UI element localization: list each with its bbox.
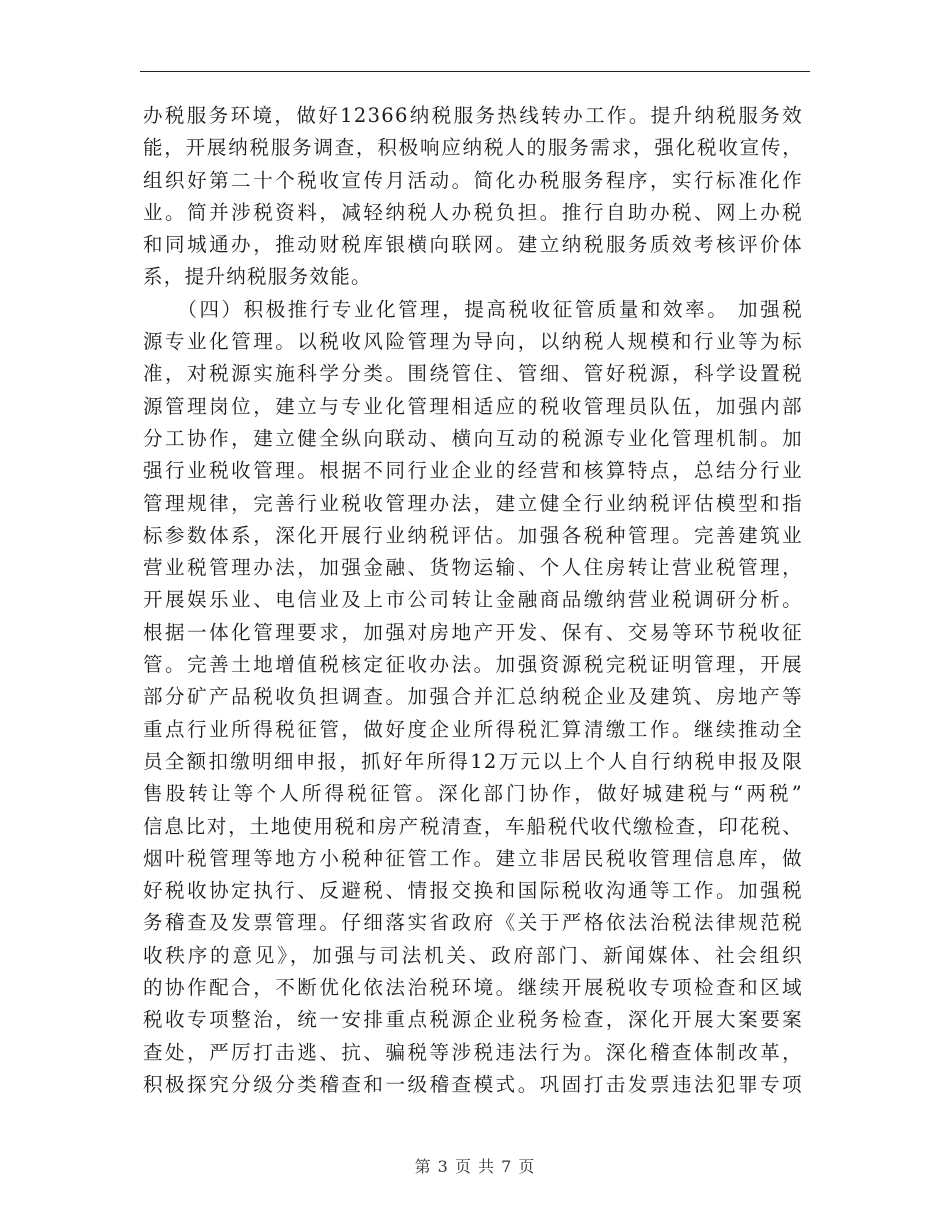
text-line: 务稽查及发票管理。仔细落实省政府《关于严格依法治税法律规范税 xyxy=(143,911,803,935)
text-line: 部分矿产品税收负担调查。加强合并汇总纳税企业及建筑、房地产等 xyxy=(143,685,803,709)
text-line: 售股转让等个人所得税征管。深化部门协作，做好城建税与“两税” xyxy=(143,782,803,806)
text-line: 查处，严厉打击逃、抗、骗税等涉税违法行为。深化稽查体制改革， xyxy=(143,1040,803,1064)
text-line: 业。简并涉税资料，减轻纳税人办税负担。推行自助办税、网上办税 xyxy=(143,200,803,224)
text-line: 信息比对，土地使用税和房产税清查，车船税代收代缴检查，印花税、 xyxy=(143,814,803,838)
page-number-label: 第 3 页 共 7 页 xyxy=(414,1157,536,1176)
text-line: 收秩序的意见》，加强与司法机关、政府部门、新闻媒体、社会组织 xyxy=(143,943,803,967)
text-line: 系，提升纳税服务效能。 xyxy=(143,265,372,289)
text-line: 组织好第二十个税收宣传月活动。简化办税服务程序，实行标准化作 xyxy=(143,168,803,192)
text-line: 员全额扣缴明细申报，抓好年所得12万元以上个人自行纳税申报及限 xyxy=(143,749,803,773)
section-heading-line: （四）积极推行专业化管理，提高税收征管质量和效率。 加强税 xyxy=(143,297,803,321)
text-line: 准，对税源实施科学分类。围绕管住、管细、管好税源，科学设置税 xyxy=(143,362,803,386)
text-line: 标参数体系，深化开展行业纳税评估。加强各税种管理。完善建筑业 xyxy=(143,523,803,547)
text-line: 分工协作，建立健全纵向联动、横向互动的税源专业化管理机制。加 xyxy=(143,426,803,450)
text-line: 税收专项整治，统一安排重点税源企业税务检查，深化开展大案要案 xyxy=(143,1008,803,1032)
text-line: 源专业化管理。以税收风险管理为导向，以纳税人规模和行业等为标 xyxy=(143,330,803,354)
text-line: 管理规律，完善行业税收管理办法，建立健全行业纳税评估模型和指 xyxy=(143,491,803,515)
text-line: 和同城通办，推动财税库银横向联网。建立纳税服务质效考核评价体 xyxy=(143,233,803,257)
text-line: 管。完善土地增值税核定征收办法。加强资源税完税证明管理，开展 xyxy=(143,653,803,677)
text-line: 营业税管理办法，加强金融、货物运输、个人住房转让营业税管理， xyxy=(143,556,803,580)
text-line: 根据一体化管理要求，加强对房地产开发、保有、交易等环节税收征 xyxy=(143,620,803,644)
page-footer xyxy=(0,1154,950,1177)
text-line: 开展娱乐业、电信业及上市公司转让金融商品缴纳营业税调研分析。 xyxy=(143,588,803,612)
text-line: 能，开展纳税服务调查，积极响应纳税人的服务需求，强化税收宣传， xyxy=(143,136,803,160)
text-line: 的协作配合，不断优化依法治税环境。继续开展税收专项检查和区域 xyxy=(143,976,803,1000)
text-line: 积极探究分级分类稽查和一级稽查模式。巩固打击发票违法犯罪专项 xyxy=(143,1072,803,1096)
text-line: 办税服务环境，做好12366纳税服务热线转办工作。提升纳税服务效 xyxy=(143,104,803,127)
header-rule xyxy=(140,71,810,72)
text-line: 源管理岗位，建立与专业化管理相适应的税收管理员队伍，加强内部 xyxy=(143,394,803,418)
text-line: 重点行业所得税征管，做好度企业所得税汇算清缴工作。继续推动全 xyxy=(143,717,803,741)
text-line: 强行业税收管理。根据不同行业企业的经营和核算特点，总结分行业 xyxy=(143,459,803,483)
text-line: 烟叶税管理等地方小税种征管工作。建立非居民税收管理信息库，做 xyxy=(143,846,803,870)
document-body xyxy=(143,100,803,1101)
text-line: 好税收协定执行、反避税、情报交换和国际税收沟通等工作。加强税 xyxy=(143,879,803,903)
